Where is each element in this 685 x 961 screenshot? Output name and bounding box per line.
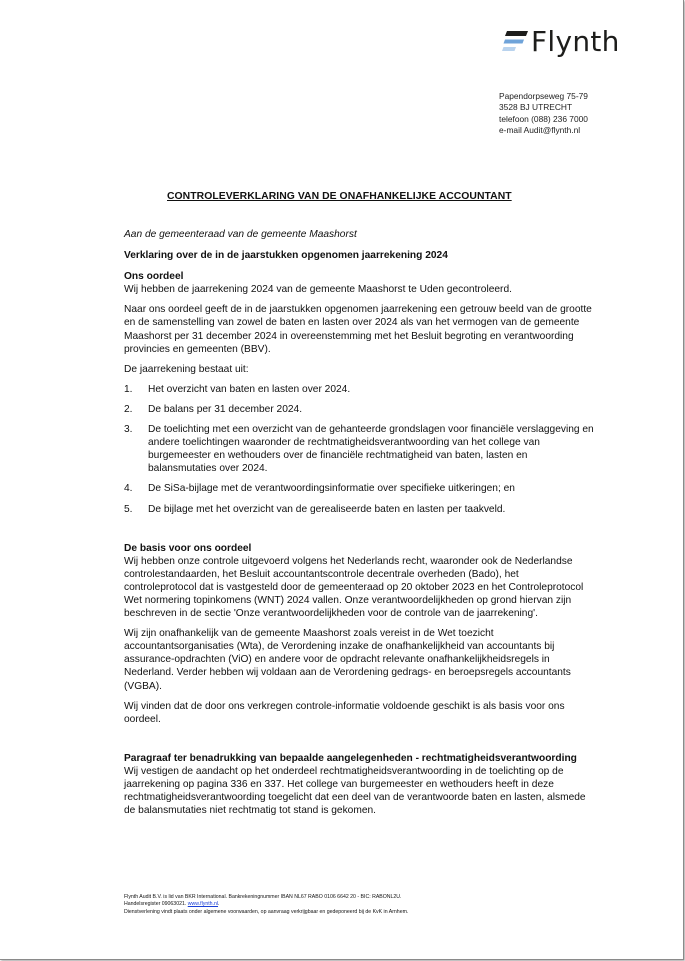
list-item [124, 503, 594, 516]
oordeel-paragraph-3: De jaarrekening bestaat uit: [124, 363, 249, 375]
footer-registry: Handelsregister 09063021. [124, 901, 188, 908]
footer-website-link[interactable]: www.flynth.nl [187, 901, 219, 908]
list-item [124, 482, 594, 495]
list-item [124, 423, 594, 475]
list-item [124, 403, 594, 416]
footer-punctuation: . [218, 901, 220, 908]
list-item [124, 383, 594, 396]
basis-paragraph-2: Wij zijn onafhankelijk van de gemeente Maashorst zoals vereist in de Wet toezicht accountantsorganisaties (Wta), de Verordening inzake de onafhankelijkheid van accountants bij assurance-opdrachten (ViO) en andere voor de opdracht relevante onafhankelijkheidsregels in Nederland. Verder hebben wij voldaan aan de Verordening gedrags- en beroepsregels accountants (VGBA). [124, 628, 571, 692]
list-item-text: De SiSa-bijlage met de verantwoordingsinformatie over specifieke uitkeringen; en [148, 483, 515, 495]
list-item-text: De toelichting met een overzicht van de gehanteerde grondslagen voor financiële verslaggeving en andere toelichtingen waaronder de rechtmatigheidsverantwoording van het college van burgemeester en wethouders over de financiële rechtmatigheid van baten, lasten en balansmutaties over 2024. [148, 424, 594, 475]
list-item-text: Het overzicht van baten en lasten over 2024. [148, 383, 351, 395]
list-item-number: 2. [124, 403, 133, 415]
jaarrekening-components-list [124, 383, 594, 516]
heading-basis-oordeel: De basis voor ons oordeel [124, 542, 252, 554]
flynth-logo [502, 26, 620, 58]
paragraaf-paragraph-1: Wij vestigen de aandacht op het onderdeel rechtmatigheidsverantwoording in de toelichting op de jaarrekening op pagina 336 en 337. Het college van burgemeester en wethouders heeft in deze rechtmatigheidsverantwoording toegelicht dat een deel van de verantwoorde baten en lasten, alsmede de balansmutaties niet rechtmatig tot stand is gekomen. [124, 765, 586, 817]
list-item-number: 1. [124, 383, 133, 395]
list-item-number: 5. [124, 503, 133, 515]
footer-line-2 [124, 901, 408, 908]
section-subtitle: Verklaring over de in de jaarstukken opgenomen jaarrekening 2024 [124, 250, 448, 262]
oordeel-paragraph-1: Wij hebben de jaarrekening 2024 van de gemeente Maashorst te Uden gecontroleerd. [124, 284, 512, 296]
oordeel-paragraph-2: Naar ons oordeel geeft de in de jaarstukken opgenomen jaarrekening een getrouw beeld van de grootte en de samenstelling van zowel de baten en lasten over 2024 als van het vermogen van de gemeente Maashorst per 31 december 2024 in overeenstemming met het Besluit begroting en verantwoording provincies en gemeenten (BBV). [124, 304, 592, 355]
address-postcode: 3528 BJ UTRECHT [499, 102, 573, 113]
document-title: CONTROLEVERKLARING VAN DE ONAFHANKELIJKE ACCOUNTANT [167, 191, 512, 202]
flynth-logo-mark-icon [502, 31, 528, 53]
address-email: e-mail Audit@flynth.nl [499, 125, 581, 136]
basis-paragraph-1: Wij hebben onze controle uitgevoerd volgens het Nederlands recht, waaronder ook de Nederlandse controlestandaarden, het Besluit accountantscontrole decentrale overheden (Bado), het controleprotocol dat is vastgesteld door de gemeenteraad op 20 oktober 2023 en het Controleprotocol Wet normering topinkomens (WNT) 2024 vallen. Onze verantwoordelijkheden op grond hiervan zijn beschreven in de sectie 'Onze verantwoordelijkheden voor de controle van de jaarrekening'. [124, 555, 584, 620]
list-item-text: De bijlage met het overzicht van de gerealiseerde baten en lasten per taakveld. [148, 503, 506, 515]
list-item-number: 3. [124, 424, 133, 436]
address-phone: telefoon (088) 236 7000 [499, 113, 588, 124]
heading-paragraaf-benadrukking: Paragraaf ter benadrukking van bepaalde aangelegenheden - rechtmatigheidsverantwoording [124, 752, 577, 764]
basis-paragraph-3: Wij vinden dat de door ons verkregen controle-informatie voldoende geschikt is als basis voor ons oordeel. [124, 700, 565, 725]
footer-line-3: Dienstverlening vindt plaats onder algemene voorwaarden, op aanvraag verkrijgbaar en gedeponeerd bij de KvK in Arnhem. [124, 908, 409, 915]
page-footer [124, 894, 408, 916]
list-item-text: De balans per 31 december 2024. [148, 403, 303, 415]
document-body [124, 228, 594, 824]
address-street: Papendorpseweg 75-79 [499, 91, 588, 101]
sender-address [499, 91, 588, 137]
footer-line-1: Flynth Audit B.V. is lid van BKR International. Bankrekeningnummer IBAN NL67 RABO 0106 6642 20 - BIC: RABONL2U. [124, 894, 402, 900]
list-item-number: 4. [124, 483, 133, 495]
heading-ons-oordeel: Ons oordeel [124, 271, 184, 283]
addressee: Aan de gemeenteraad van de gemeente Maashorst [124, 229, 357, 240]
flynth-logo-text: Flynth [531, 25, 620, 58]
